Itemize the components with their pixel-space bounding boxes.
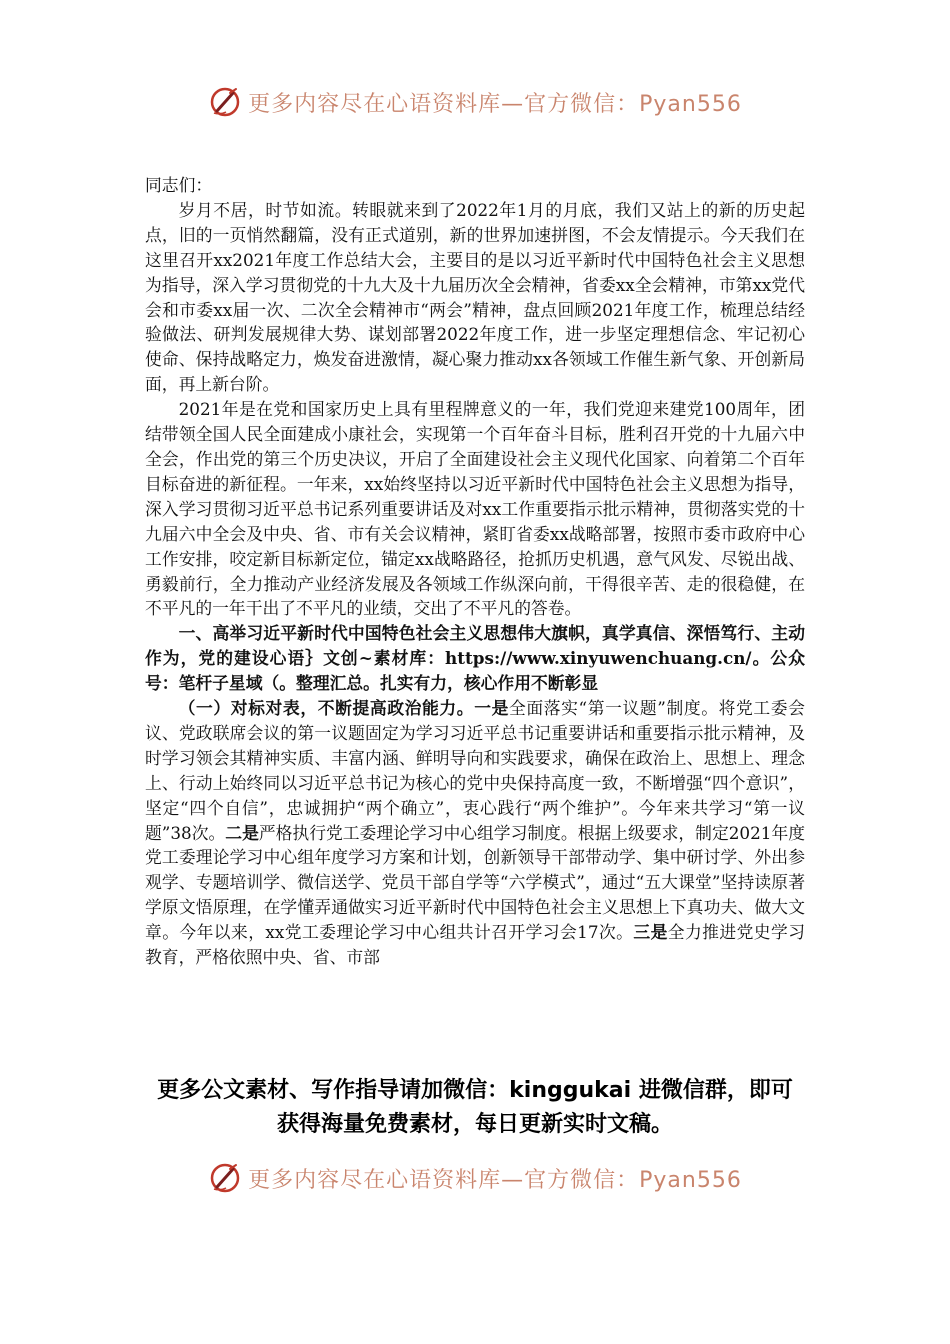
promo-notice xyxy=(0,1074,950,1142)
salutation: 同志们： xyxy=(145,175,213,195)
item-label-third: 三是 xyxy=(633,922,668,943)
item-text-second: 严格执行党工委理论学习中心组学习制度。根据上级要求，制定2021年度党工委理论学习中心组年度学习方案和计划，创新领导干部带动学、集中研讨学、外出参观学、专题培训学、微信送学、党员干部自学等“六学模式”，通过“五大课堂”坚持读原著学原文悟原理，在学懂弄通做实习近平新时代中国特色社会主义思想上下真功夫、做大文章。今年以来，xx党工委理论学习中心组共计召开学习会17次。 xyxy=(145,822,806,943)
section-heading-1: 一、高举习近平新时代中国特色社会主义思想伟大旗帜，真学真信、深悟笃行、主动作为，党的建设心语｝文创~素材库：https://www.xinyuwenchuang.cn/。公众号：笔杆子星域（。整理汇总。扎实有力，核心作用不断彰显 xyxy=(145,623,805,694)
pen-circle-logo-icon xyxy=(208,85,242,119)
subsection-heading: （一）对标对表，不断提高政治能力。 xyxy=(178,698,475,719)
item-text-first: 全面落实“第一议题”制度。将党工委会议、党政联席会议的第一议题固定为学习习近平总书记重要讲话和重要指示批示精神，及时学习领会其精神实质、丰富内涵、鲜明导向和实践要求，确保在政治上、思想上、理念上、行动上始终同以习近平总书记为核心的党中央保持高度一致，不断增强“四个意识”，坚定“四个自信”，忠诚拥护“两个确立”，衷心践行“两个维护”。今年来共学习“第一议题”38次。 xyxy=(145,698,805,843)
banner-text: 更多内容尽在心语资料库—官方微信：Pyan556 xyxy=(248,1167,742,1193)
item-text-third: 全力推进党史学习教育，严格依照中央、省、市部 xyxy=(145,922,805,968)
promo-line-1: 更多公文素材、写作指导请加微信：kinggukai 进微信群，即可 xyxy=(157,1078,793,1103)
header-banner xyxy=(0,82,950,122)
item-label-first: 一是 xyxy=(474,698,509,719)
pen-circle-logo-icon xyxy=(208,1161,242,1195)
banner-text: 更多内容尽在心语资料库—官方微信：Pyan556 xyxy=(248,91,742,117)
document-body xyxy=(145,173,805,970)
paragraph-review: 2021年是在党和国家历史上具有里程牌意义的一年，我们党迎来建党100周年，团结带领全国人民全面建成小康社会，实现第一个百年奋斗目标，胜利召开党的十九届六中全会，作出党的第三个历史决议，开启了全面建设社会主义现代化国家、向着第二个百年目标奋进的新征程。一年来，xx始终坚持以习近平新时代中国特色社会主义思想为指导，深入学习贯彻习近平总书记系列重要讲话及对xx工作重要指示批示精神，贯彻落实党的十九届六中全会及中央、省、市有关会议精神，紧盯省委xx战略部署，按照市委市政府中心工作安排，咬定新目标新定位，锚定xx战略路径，抢抓历史机遇，意气风发、尽锐出战、勇毅前行，全力推动产业经济发展及各领域工作纵深向前，干得很辛苦、走的很稳健，在不平凡的一年干出了不平凡的业绩，交出了不平凡的答卷。 xyxy=(145,399,805,619)
item-label-second: 二是 xyxy=(225,822,259,843)
footer-banner xyxy=(0,1158,950,1198)
promo-line-2: 获得海量免费素材，每日更新实时文稿。 xyxy=(276,1112,673,1137)
subsection-1 xyxy=(145,696,805,970)
paragraph-opening: 岁月不居，时节如流。转眼就来到了2022年1月的月底，我们又站上的新的历史起点，旧的一页悄然翻篇，没有正式道别，新的世界加速拼图，不会友情提示。今天我们在这里召开xx2021年度工作总结大会，主要目的是以习近平新时代中国特色社会主义思想为指导，深入学习贯彻党的十九大及十九届历次全会精神，省委xx全会精神，市第xx党代会和市委xx届一次、二次全会精神市“两会”精神，盘点回顾2021年度工作，梳理总结经验做法、研判发展规律大势、谋划部署2022年度工作，进一步坚定理想信念、牢记初心使命、保持战略定力，焕发奋进激情，凝心聚力推动xx各领域工作催生新气象、开创新局面，再上新台阶。 xyxy=(145,199,805,395)
